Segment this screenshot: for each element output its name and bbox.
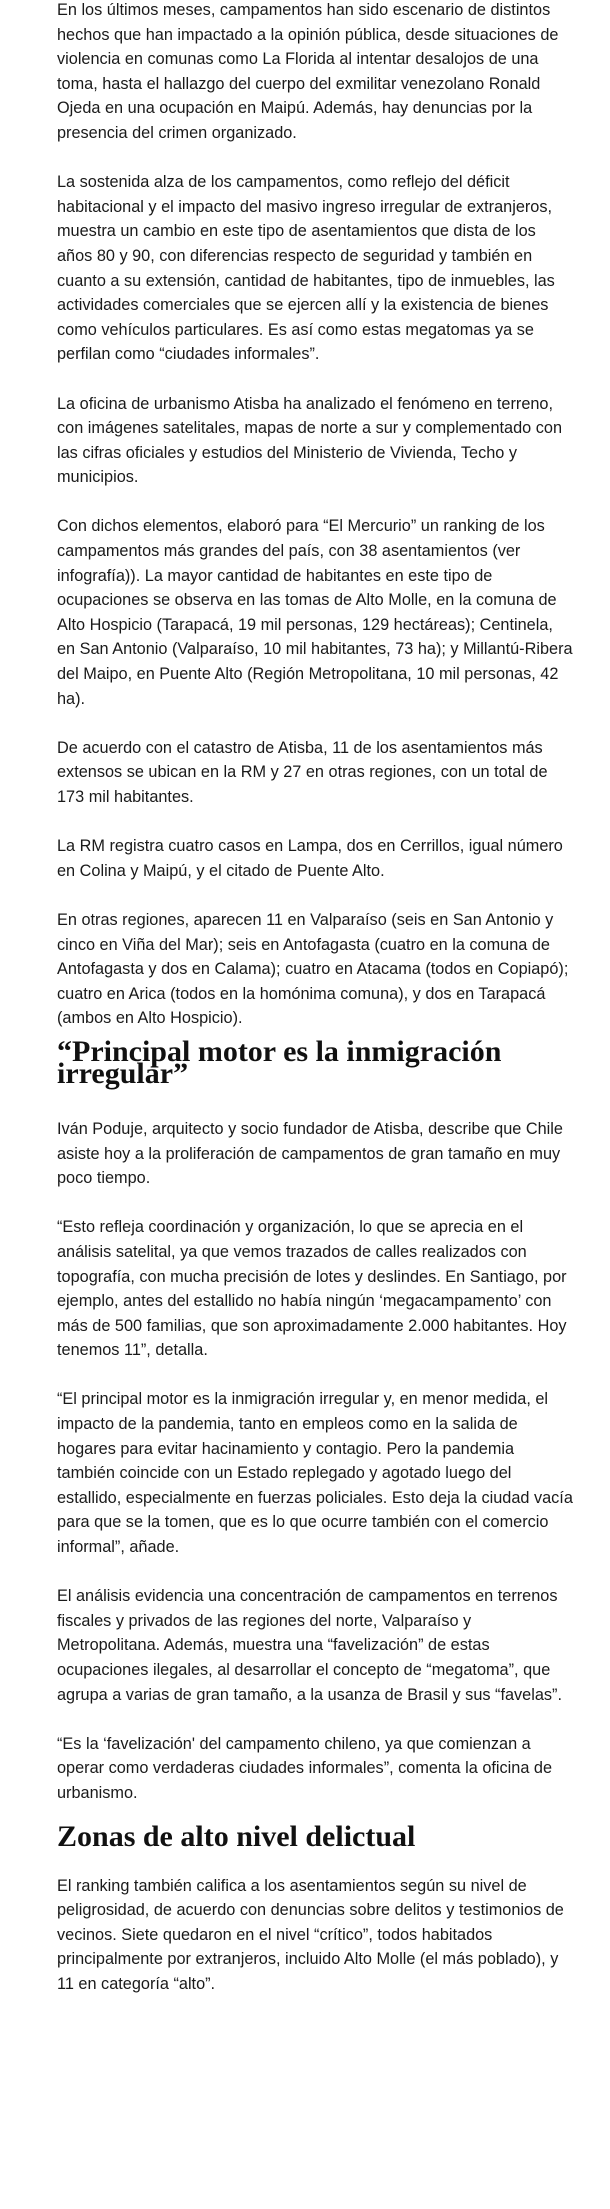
section-heading: “Principal motor es la inmigración irregular” bbox=[57, 1034, 502, 1090]
article-paragraph: En otras regiones, aparecen 11 en Valparaíso (seis en San Antonio y cinco en Viña del Mar); seis en Antofagasta (cuatro en la comuna de Antofagasta y dos en Calama); cuatro en Atacama (todos en Copiapó); cuatro en Arica (todos en la homónima comuna), y dos en Tarapacá (ambos en Alto Hospicio). bbox=[57, 910, 569, 1028]
article-paragraph: Iván Poduje, arquitecto y socio fundador de Atisba, describe que Chile asiste hoy a la proliferación de campamentos de gran tamaño en muy poco tiempo. bbox=[57, 1119, 563, 1188]
article-paragraph: “Es la ‘favelización' del campamento chileno, ya que comienzan a operar como verdaderas ciudades informales”, comenta la oficina de urbanismo. bbox=[57, 1734, 553, 1802]
article-paragraph: Con dichos elementos, elaboró para “El Mercurio” un ranking de los campamentos más grandes del país, con 38 asentamientos (ver infografía)). La mayor cantidad de habitantes en este tipo de ocupaciones se observa en las tomas de Alto Molle, en la comuna de Alto Hospicio (Tarapacá, 19 mil personas, 129 hectáreas); Centinela, en San Antonio (Valparaíso, 10 mil habitantes, 73 ha); y Millantú-Ribera del Maipo, en Puente Alto (Región Metropolitana, 10 mil personas, 42 ha). bbox=[57, 517, 573, 708]
article-paragraph: El análisis evidencia una concentración de campamentos en terrenos fiscales y privados de las regiones del norte, Valparaíso y Metropolitana. Además, muestra una “favelización” de estas ocupaciones ilegales, al desarrollar el concepto de “megatoma”, que agrupa a varias de gran tamaño, a la usanza de Brasil y sus “favelas”. bbox=[57, 1587, 562, 1704]
article-paragraph: El ranking también califica a los asentamientos según su nivel de peligrosidad, de acuerdo con denuncias sobre delitos y testimonios de vecinos. Siete quedaron en el nivel “crítico”, todos habitados principalmente por extranjeros, incluido Alto Molle (el más poblado), y 11 en categoría “alto”. bbox=[57, 1876, 564, 1993]
article-paragraph: La sostenida alza de los campamentos, como reflejo del déficit habitacional y el impacto del masivo ingreso irregular de extranjeros, muestra un cambio en este tipo de asentamientos que dista de los años 80 y 90, con diferencias respecto de seguridad y también en cuanto a su extensión, cantidad de habitantes, tipo de inmuebles, las actividades comerciales que se ejercen allí y la existencia de bienes como vehículos particulares. Es así como estas megatomas ya se perfilan como “ciudades informales”. bbox=[57, 173, 555, 364]
article-paragraph: La RM registra cuatro casos en Lampa, dos en Cerrillos, igual número en Colina y Maipú, y el citado de Puente Alto. bbox=[57, 837, 563, 880]
article-paragraph: En los últimos meses, campamentos han sido escenario de distintos hechos que han impactado a la opinión pública, desde situaciones de violencia en comunas como La Florida al intentar desalojos de una toma, hasta el hallazgo del cuerpo del exmilitar venezolano Ronald Ojeda en una ocupación en Maipú. Además, hay denuncias por la presencia del crimen organizado. bbox=[57, 1, 559, 142]
section-heading: Zonas de alto nivel delictual bbox=[57, 1819, 416, 1853]
article-paragraph: La oficina de urbanismo Atisba ha analizado el fenómeno en terreno, con imágenes satelitales, mapas de norte a sur y complementado con las cifras oficiales y estudios del Ministerio de Vivienda, Techo y municipios. bbox=[57, 394, 562, 487]
article-paragraph: “El principal motor es la inmigración irregular y, en menor medida, el impacto de la pandemia, tanto en empleos como en la salida de hogares para evitar hacinamiento y contagio. Pero la pandemia también coincide con un Estado replegado y agotado luego del estallido, especialmente en fuerzas policiales. Esto deja la ciudad vacía para que se la tomen, que es lo que ocurre también con el comercio informal”, añade. bbox=[57, 1390, 573, 1557]
article-paragraph: De acuerdo con el catastro de Atisba, 11 de los asentamientos más extensos se ubican en la RM y 27 en otras regiones, con un total de 173 mil habitantes. bbox=[57, 738, 548, 806]
article-paragraph: “Esto refleja coordinación y organización, lo que se aprecia en el análisis satelital, ya que vemos trazados de calles realizados con topografía, con mucha precisión de lotes y deslindes. En Santiago, por ejemplo, antes del estallido no había ningún ‘megacampamento’ con más de 500 familias, que son aproximadamente 2.000 habitantes. Hoy tenemos 11”, detalla. bbox=[57, 1218, 567, 1360]
